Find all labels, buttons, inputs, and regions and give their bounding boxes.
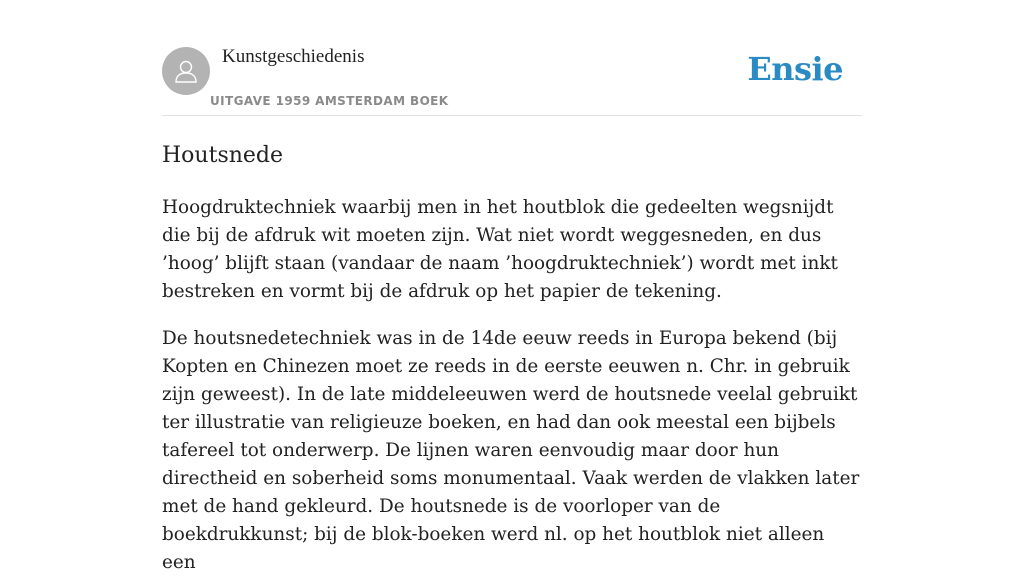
article-paragraph: De houtsnedetechniek was in de 14de eeuw reeds in Europa bekend (bij Kopten en Chinezen moet ze reeds in de eerste eeuwen n. Chr. in gebruik zijn geweest). In de late middeleeuwen werd de houtsnede veelal gebruikt ter illustratie van religieuze boeken, en had dan ook meestal een bijbels tafereel tot onderwerp. De lijnen waren eenvoudig maar door hun directheid en soberheid soms monumentaal. Vaak werden de vlakken later met de hand gekleurd. De houtsnede is de voorloper van de boekdrukkunst; bij de blok-boeken werd nl. op het houtblok niet alleen een	[162, 328, 860, 573]
article-paragraph: Hoogdruktechniek waarbij men in het houtblok die gedeelten wegsnijdt die bij de afdruk wit moeten zijn. Wat niet wordt weggesneden, en dus ’hoog’ blijft staan (vandaar de naam ’hoogdruktechniek’) wordt met inkt bestreken en vormt bij de afdruk op het papier de tekening.	[162, 197, 838, 302]
brand-logo[interactable]: Ensie	[747, 50, 843, 88]
source-label: UITGAVE 1959 AMSTERDAM BOEK	[210, 94, 449, 108]
category-title[interactable]: Kunstgeschiedenis	[222, 46, 365, 67]
page	[162, 0, 862, 573]
header	[162, 0, 862, 116]
user-icon	[171, 56, 201, 86]
article-title: Houtsnede	[162, 143, 284, 168]
avatar[interactable]	[162, 47, 210, 95]
